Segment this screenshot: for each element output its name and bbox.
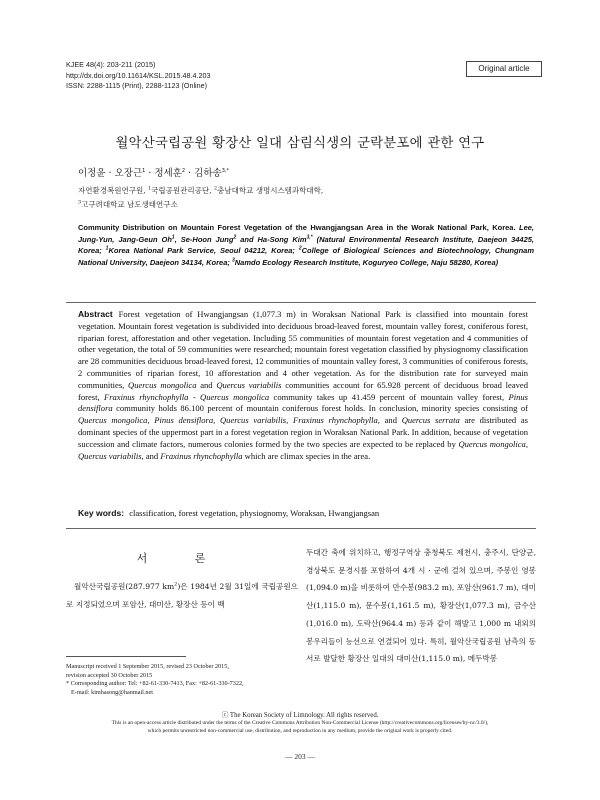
author-sup: 2 [233, 234, 237, 240]
abstract-text: , and [377, 415, 402, 426]
abstract-text: , [147, 415, 155, 426]
author-name: 정세훈 [154, 168, 182, 179]
license-line: which permits unrestricted non-commercial use, distribution, and reproduction in any medium, provide the original work is properly cited. [147, 727, 453, 734]
issn-line: ISSN: 2288-1115 (Print), 2288-1123 (Online) [66, 81, 208, 90]
abstract-text: are distributed as dominant species of the uppermost part in a forest vegetation region in Woraksan National Park. In addition, because of vegetation succession and climate factors, numerous colonies formed by the two species are expected to be replaced by [78, 415, 528, 449]
species-name: Fraxinus rhynchophylla [160, 450, 243, 461]
affiliation: 국립공원관리공단, [151, 186, 214, 195]
author-separator: · [145, 168, 155, 179]
species-name: Pinus densiflora [78, 391, 528, 414]
author-sup: 3,* [221, 167, 229, 174]
affil-sup: 3 [78, 199, 82, 205]
korean-authors [78, 165, 229, 179]
affil-sup: 2 [213, 185, 218, 192]
affiliation: 고구려대학교 남도생태연구소 [81, 199, 178, 209]
species-name: Quercus mongolica [78, 415, 148, 426]
english-author: , Se-Hoon Jung [174, 234, 234, 244]
author-separator: · [185, 168, 195, 179]
doi-link[interactable]: http://dx.doi.org/10.11614/KSL.2015.48.4.203 [66, 70, 211, 80]
english-affiliation: (Natural Environmental Research Institute, Daejeon 34425, Korea; [78, 234, 535, 255]
abstract-label: Abstract [78, 309, 113, 319]
copyright-line: ⓒ The Korean Society of Limnology. All rights reserved. [221, 712, 379, 719]
affil-sup: 1 [147, 185, 152, 192]
license-block [40, 711, 560, 735]
abstract-text: communities account for 65.928 percent of deciduous broad leaved forest, [78, 379, 528, 402]
affiliation: 자연환경복원연구원, [78, 186, 148, 195]
corresponding-author: * Corresponding author: Tel: +82-61-330-7413, Fax: +82-61-330-7322, [66, 680, 244, 688]
keywords-text: classification, forest vegetation, physiognomy, Woraksan, Hwangjangsan [129, 508, 380, 518]
abstract-text: , [286, 415, 293, 426]
affiliation: 충남대학교 생명시스템과학대학, [217, 186, 324, 195]
license-line: This is an open-access article distributed under the terms of the Creative Commons Attribution Non-Commercial License (http://creativecommons.org/licenses/by-nc/3.0/), [111, 720, 489, 726]
english-affiliation: College of Biological Sciences and Biotechnology, Chungnam National University, Daejeon 34134, Korea; [78, 246, 534, 267]
author-sup: 1 [171, 234, 175, 240]
body-text: 월악산국립공원(287.977 km [74, 582, 175, 591]
article-type-badge: Original article [466, 61, 542, 77]
page-number: — 203 — [285, 752, 315, 761]
species-name: Quercus variabilis [78, 450, 142, 461]
species-name: Fraxinus rhynchophylla [292, 415, 378, 426]
abstract [78, 309, 528, 462]
keywords-label: Key words: [78, 508, 125, 518]
korean-title: 월악산국립공원 황장산 일대 삼림식생의 군락분포에 관한 연구 [115, 136, 485, 151]
species-name: Quercus mongolica [128, 379, 197, 390]
korean-affiliations [78, 184, 538, 211]
author-name: 오장근 [114, 168, 143, 179]
english-title: Community Distribution on Mountain Forest Vegetation of the Hwangjangsan Area in the Worak National Park, Korea. [78, 223, 516, 232]
species-name: Quercus variabilis [220, 415, 287, 426]
affil-sup: 3 [231, 257, 235, 263]
species-name: Fraxinus rhynchophylla - Quercus mongolica [103, 391, 270, 402]
abstract-body [78, 309, 528, 461]
abstract-text: , [525, 438, 528, 449]
english-author: Lee, Jung-Yun, Jang-Geun Oh [78, 223, 534, 244]
accepted-date: revision accepted 30 October 2015 [66, 671, 153, 679]
body-text: )은 1984년 2월 31일에 국립공원으로 지정되었으며 포암산, 대미산, 황장산 등이 백 [66, 582, 298, 609]
species-name: Quercus variabilis [216, 379, 282, 390]
author-name: 이정윤 [78, 168, 106, 179]
species-name: Pinus densiflora [154, 415, 214, 426]
species-name: Quercus serrata [401, 415, 460, 426]
english-affiliation: Korea National Park Service, Seoul 04212, Korea; [108, 246, 299, 255]
journal-citation: KJEE 48(4): 203-211 (2015) [66, 60, 156, 69]
abstract-text: and [196, 379, 217, 390]
received-date: Manuscript received 1 September 2015, revised 23 October 2015, [66, 663, 229, 670]
author-sup: 2 [181, 167, 186, 174]
abstract-text: Forest vegetation of Hwangjangsan (1,077.3 m) in Woraksan National Park is classified into mountain forest vegetation. Mountain forest vegetation is subdivided into deciduous broad-leaved forest, mountain valley forest, coniferous forest, riparian forest, afforestation and other vegetation. Including 55 communities of mountain forest vegetation and 4 communities of other vegetation, the total of 59 communities were researched; mountain forest vegetation classified by physiognomy classification are 28 communities deciduous broad-leaved forest, 12 communities of mountain valley forest, 3 communities of coniferous forests, 2 communities of riparian forest, 10 afforestation and 4 other vegetation. As for the distribution rate for surveyed main communities, [78, 309, 528, 390]
body-column-right: 두대간 축에 위치하고, 행정구역상 충청북도 제천시, 충주시, 단양군, 경상북도 문경시를 포함하여 4개 시 · 군에 걸쳐 있으며, 주봉인 영봉(1,094.0 m)을 비롯하여 만수봉(983.2 m), 포암산(961.7 m), 대미산(1,115.0 m), 문수봉(1,161.5 m), 황장산(1,077.3 m), 금수산(1,016.0 m), 도락산(964.4 m) 등과 같이 해발고 1,000 m 내외의 봉우리들이 능선으로 연결되어 있다. 특히, 월악산국립공원 남측의 동서로 발달한 황장산 일대의 대미산(1,115.0 m), 메두박봉 [306, 548, 536, 664]
footnote-divider [66, 656, 186, 657]
keywords [78, 508, 528, 518]
author-sup: 1 [142, 167, 146, 174]
abstract-text: , [213, 415, 220, 426]
species-name: Quercus mongolica [458, 438, 526, 449]
affil-sup: 1 [105, 245, 109, 252]
footnotes [66, 663, 302, 697]
body-column-left [66, 578, 298, 613]
abstract-text: which are climax species in the area. [242, 450, 371, 461]
affil-sup: 2 [298, 245, 302, 252]
author-email[interactable]: E-mail: kimhasong@hanmail.net [71, 688, 153, 696]
abstract-text: community takes up 41.459 percent of mountain valley forest, [269, 391, 509, 402]
author-name: 김하송 [194, 168, 222, 179]
english-author: and Ha-Song Kim [236, 234, 307, 244]
abstract-text: community holds 86.100 percent of mountain coniferous forest holds. In conclusion, minority species consisting of [112, 403, 528, 414]
body-sup: 2 [174, 581, 178, 588]
author-sup: 3,* [306, 234, 313, 240]
english-title-block [78, 222, 534, 268]
english-affiliation: Namdo Ecology Research Institute, Koguryeo College, Naju 58280, Korea) [234, 257, 499, 267]
section-heading: 서 론 [136, 552, 228, 565]
abstract-text: , and [141, 450, 161, 461]
journal-header [66, 60, 211, 92]
author-separator: · [105, 168, 115, 179]
